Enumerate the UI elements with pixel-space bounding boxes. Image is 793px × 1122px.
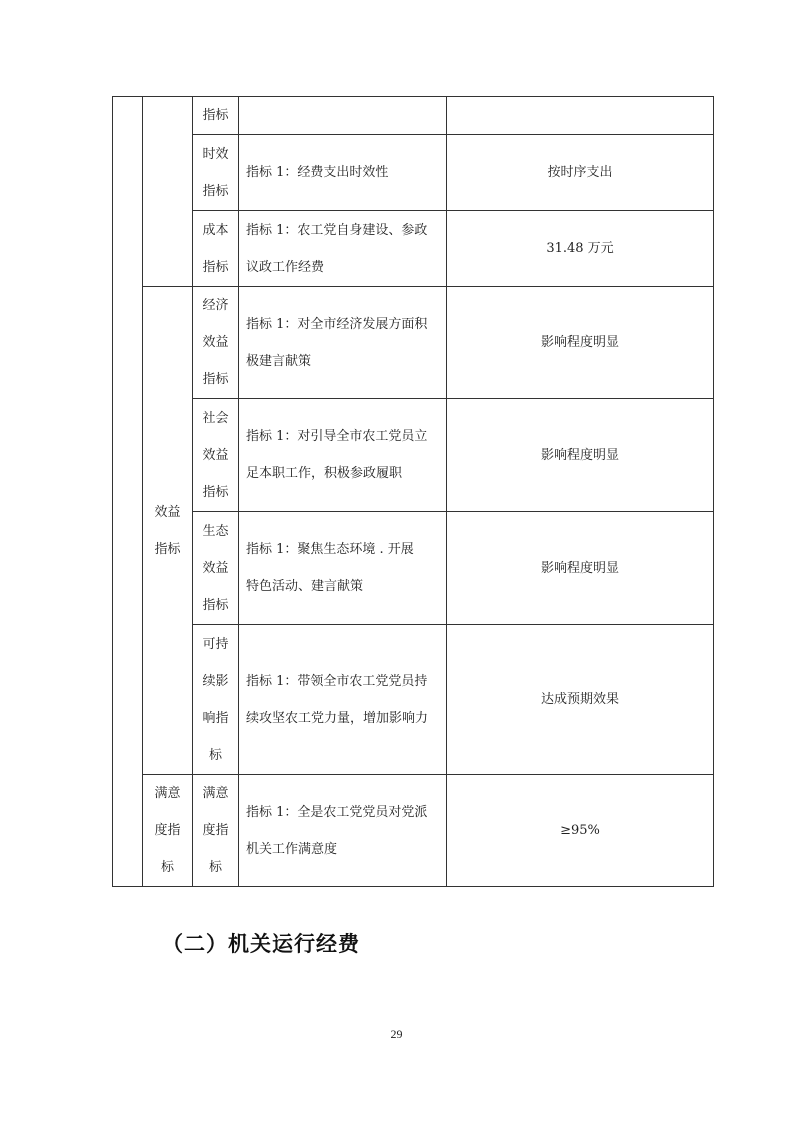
level3-cell <box>193 775 239 887</box>
level3-label: 指标 <box>202 108 229 123</box>
level3-cell <box>193 287 239 399</box>
level2-label: 效益 指标 <box>154 504 181 557</box>
indicator-value: 31.48 万元 <box>546 241 614 256</box>
level3-cell <box>193 135 239 211</box>
level1-cell <box>113 97 143 887</box>
level3-label: 满意 度指 标 <box>202 786 229 875</box>
indicator-value: ≥95% <box>560 823 600 838</box>
indicator-desc-cell <box>239 625 447 775</box>
indicator-value: 影响程度明显 <box>540 335 619 350</box>
indicator-value-cell <box>447 775 714 887</box>
indicator-value: 按时序支出 <box>547 165 613 180</box>
level3-label: 可持 续影 响指 标 <box>202 636 229 763</box>
table-row <box>113 625 714 775</box>
indicator-desc-cell <box>239 512 447 625</box>
table-row <box>113 135 714 211</box>
indicator-desc: 指标 1：聚焦生态环境 . 开展 特色活动、建言献策 <box>246 542 414 594</box>
indicator-desc: 指标 1：农工党自身建设、参政 议政工作经费 <box>246 222 428 275</box>
table-row <box>113 512 714 625</box>
indicator-value-cell <box>447 97 714 135</box>
level3-cell <box>193 625 239 775</box>
indicator-desc: 指标 1：全是农工党党员对党派 机关工作满意度 <box>246 804 428 857</box>
indicator-desc-cell <box>239 399 447 512</box>
table-row <box>113 775 714 887</box>
table-row <box>113 97 714 135</box>
level3-label: 时效 指标 <box>202 146 229 199</box>
table-row <box>113 211 714 287</box>
level2-cell-satisfaction <box>143 775 193 887</box>
indicator-desc: 指标 1：对全市经济发展方面积 极建言献策 <box>246 316 428 369</box>
level2-cell-output <box>143 97 193 287</box>
indicator-value-cell <box>447 625 714 775</box>
indicator-desc-cell <box>239 287 447 399</box>
indicator-desc: 指标 1：带领全市农工党党员持 续攻坚农工党力量，增加影响力 <box>246 673 429 726</box>
indicator-value: 达成预期效果 <box>540 692 619 707</box>
indicator-desc-cell <box>239 97 447 135</box>
level3-label: 经济 效益 指标 <box>202 298 229 387</box>
level3-cell <box>193 97 239 135</box>
level3-label: 社会 效益 指标 <box>202 410 229 500</box>
level3-cell <box>193 512 239 625</box>
indicator-value-cell <box>447 287 714 399</box>
level2-cell-benefit <box>143 287 193 775</box>
level3-cell <box>193 399 239 512</box>
table-row <box>113 399 714 512</box>
indicator-desc-cell <box>239 211 447 287</box>
level3-cell <box>193 211 239 287</box>
indicator-desc: 指标 1：对引导全市农工党员立 足本职工作，积极参政履职 <box>246 429 428 481</box>
indicator-value-cell <box>447 512 714 625</box>
indicator-desc: 指标 1：经费支出时效性 <box>246 165 389 180</box>
indicator-desc-cell <box>239 135 447 211</box>
indicator-value-cell <box>447 211 714 287</box>
indicator-value-cell <box>447 135 714 211</box>
indicator-value: 影响程度明显 <box>540 447 619 463</box>
indicator-value: 影响程度明显 <box>540 560 619 576</box>
indicator-value-cell <box>447 399 714 512</box>
section-heading: （二）机关运行经费 <box>162 932 360 956</box>
performance-indicator-table <box>112 96 714 887</box>
level3-label: 生态 效益 指标 <box>202 523 229 613</box>
indicator-desc-cell <box>239 775 447 887</box>
level3-label: 成本 指标 <box>202 222 229 275</box>
page-number: 29 <box>390 1027 403 1041</box>
table-row <box>113 287 714 399</box>
level2-label: 满意 度指 标 <box>154 786 181 875</box>
